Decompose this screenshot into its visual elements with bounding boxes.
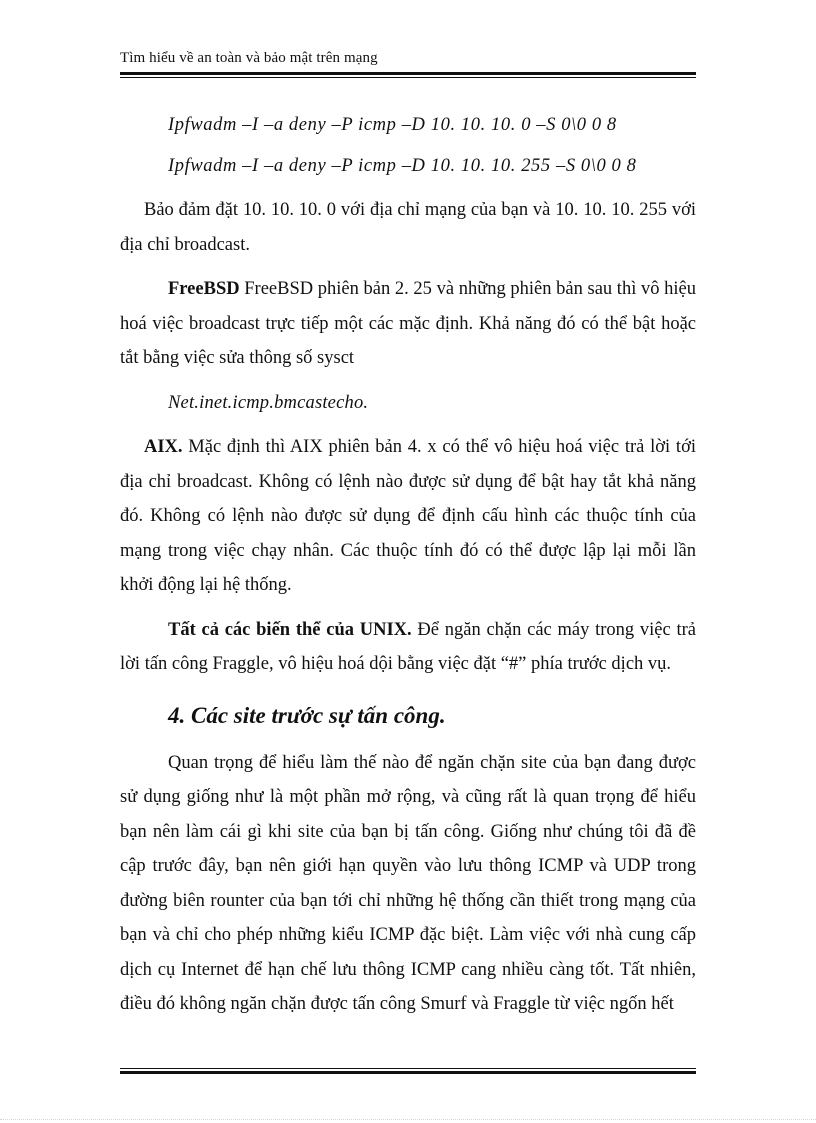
aix-label: AIX. xyxy=(144,437,183,457)
freebsd-text: FreeBSD phiên bản 2. 25 và những phiên bản sau thì vô hiệu hoá việc broadcast trực tiếp một các mặc định. Khả năng đó có thể bật hoặc tắt bằng việc sửa thông số sysct xyxy=(120,279,696,368)
unix-label: Tất cả các biến thể của UNIX. xyxy=(168,619,412,640)
paragraph-ensure-address: Bảo đảm đặt 10. 10. 10. 0 với địa chỉ mạng của bạn và 10. 10. 10. 255 với địa chỉ broadcast. xyxy=(120,200,696,255)
page-edge xyxy=(0,1119,816,1120)
page-content xyxy=(120,108,696,1022)
header-rule xyxy=(120,72,696,78)
footer-rule xyxy=(120,1068,696,1074)
page-header: Tìm hiểu về an toàn và bảo mật trên mạng xyxy=(120,50,378,66)
freebsd-label: FreeBSD xyxy=(168,279,240,299)
aix-text: Mặc định thì AIX phiên bản 4. x có thể vô hiệu hoá việc trả lời tới địa chỉ broadcast. Không có lệnh nào được sử dụng để bật hay tắt khả năng đó. Không có lệnh nào được sử dụng để định cấu hình các thuộc tính của mạng trong việc chạy nhân. Các thuộc tính đó có thể được lập lại mỗi lần khởi động lại hệ thống. xyxy=(120,437,696,595)
paragraph-unix xyxy=(120,613,696,682)
paragraph-freebsd xyxy=(120,272,696,376)
paragraph-aix xyxy=(120,430,696,603)
section-heading: 4. Các site trước sự tấn công. xyxy=(168,702,446,728)
unix-text: Để ngăn chặn các máy trong việc trả lời tấn công Fraggle, vô hiệu hoá dội bằng việc đặt “#” phía trước dịch vụ. xyxy=(120,619,696,674)
command-line-1: Ipfwadm –I –a deny –P icmp –D 10. 10. 10. 0 –S 0\0 0 8 xyxy=(168,115,617,135)
command-line-2: Ipfwadm –I –a deny –P icmp –D 10. 10. 10. 255 –S 0\0 0 8 xyxy=(168,155,637,176)
sysctl-parameter: Net.inet.icmp.bmcastecho. xyxy=(168,392,369,413)
paragraph-section-4: Quan trọng để hiểu làm thế nào để ngăn chặn site của bạn đang được sử dụng giống như là một phần mở rộng, và cũng rất là quan trọng để hiểu bạn nên làm cái gì khi site của bạn bị tấn công. Giống như chúng tôi đã đề cập trước đây, bạn nên giới hạn quyền vào lưu thông ICMP và UDP trong đường biên rounter của bạn tới chỉ những hệ thống cần thiết trong mạng của bạn và chỉ cho phép những kiểu ICMP đặc biệt. Làm việc với nhà cung cấp dịch cụ Internet để hạn chế lưu thông ICMP cang nhiều càng tốt. Tất nhiên, điều đó không ngăn chặn được tấn công Smurf và Fraggle từ việc ngốn hết xyxy=(120,752,696,1014)
